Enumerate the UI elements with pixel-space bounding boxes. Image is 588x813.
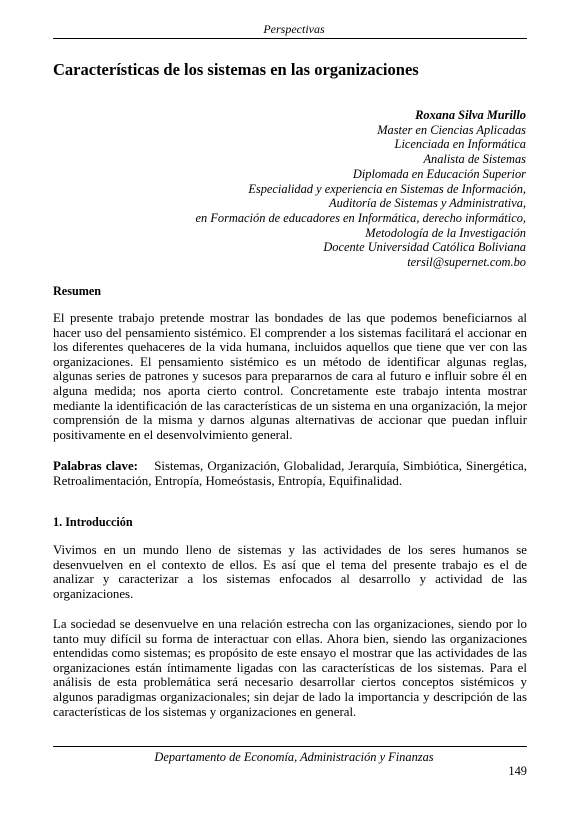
author-credential: Diplomada en Educación Superior: [352, 166, 526, 181]
keywords: [53, 459, 527, 488]
author-block: [46, 108, 526, 270]
author-credential: Master en Ciencias Aplicadas: [377, 122, 526, 137]
article-title: Características de los sistemas en las organizaciones: [53, 60, 419, 79]
author-credential: Especialidad y experiencia en Sistemas de Información,: [248, 181, 526, 196]
keywords-list: Sistemas, Organización, Globalidad, Jerarquía, Simbiótica, Sinergética, Retroalimentación, Entropía, Homeóstasis, Entropía, Equifinalidad.: [53, 459, 527, 488]
author-credential: Licenciada en Informática: [394, 137, 526, 152]
keywords-label: Palabras clave:: [53, 459, 138, 473]
author-credential: Auditoría de Sistemas y Administrativa,: [329, 196, 526, 211]
author-credential: Analista de Sistemas: [423, 152, 526, 167]
introduction-paragraph: Vivimos en un mundo lleno de sistemas y las actividades de los seres humanos se desenvuelven en el contexto de ellos. Es así que el tema del presente trabajo es el de analizar y caracterizar a los sistemas enfocados al desarrollo y actividad de las organizaciones.: [53, 543, 527, 601]
author-credential: Metodología de la Investigación: [365, 225, 526, 240]
introduction-heading: 1. Introducción: [53, 515, 133, 529]
author-name: Roxana Silva Murillo: [415, 108, 526, 122]
header-rule: [53, 38, 527, 39]
abstract-text: El presente trabajo pretende mostrar las bondades de las que podemos beneficiarnos al hacer uso del pensamiento sistémico. El comprender a los sistemas facilitará el accionar en los diferentes quehaceres de la vida humana, incluidos aquellos que tiene que ver con las organizaciones. El pensamiento sistémico es un método de identificar algunas reglas, algunas series de patrones y sucesos para prepararnos de cara al futuro e influir sobre él en alguna medida; nos aporta cierto control. Concretamente este trabajo intenta mostrar mediante la identificación de las características de un sistema en una organización, la mejor comprensión de la misma y darnos algunas alternativas de accionar que puedan influir positivamente en el desenvolvimiento general.: [53, 311, 527, 442]
running-header: Perspectivas: [263, 22, 325, 36]
footer-department: Departamento de Economía, Administración y Finanzas: [154, 750, 434, 764]
footer-rule: [53, 746, 527, 747]
introduction-paragraph: La sociedad se desenvuelve en una relación estrecha con las organizaciones, siendo por lo tanto muy difícil su forma de interactuar con ellas. Ahora bien, siendo las organizaciones entendidas como sistemas; es propósito de este ensayo el mostrar que las actividades de las organizaciones están íntimamente ligadas con las características de los sistemas. Para el análisis de esta problemática será necesario desarrollar ciertos conceptos sistémicos y algunos paradigmas organizacionales; sin dejar de lado la importancia y descripción de las características de los sistemas y organizaciones en general.: [53, 617, 527, 719]
abstract-heading: Resumen: [53, 284, 102, 298]
author-affiliation: Docente Universidad Católica Boliviana: [323, 240, 526, 255]
author-credential: en Formación de educadores en Informática, derecho informático,: [195, 210, 526, 225]
page-number: 149: [508, 764, 527, 778]
author-email: tersil@supernet.com.bo: [407, 255, 526, 270]
